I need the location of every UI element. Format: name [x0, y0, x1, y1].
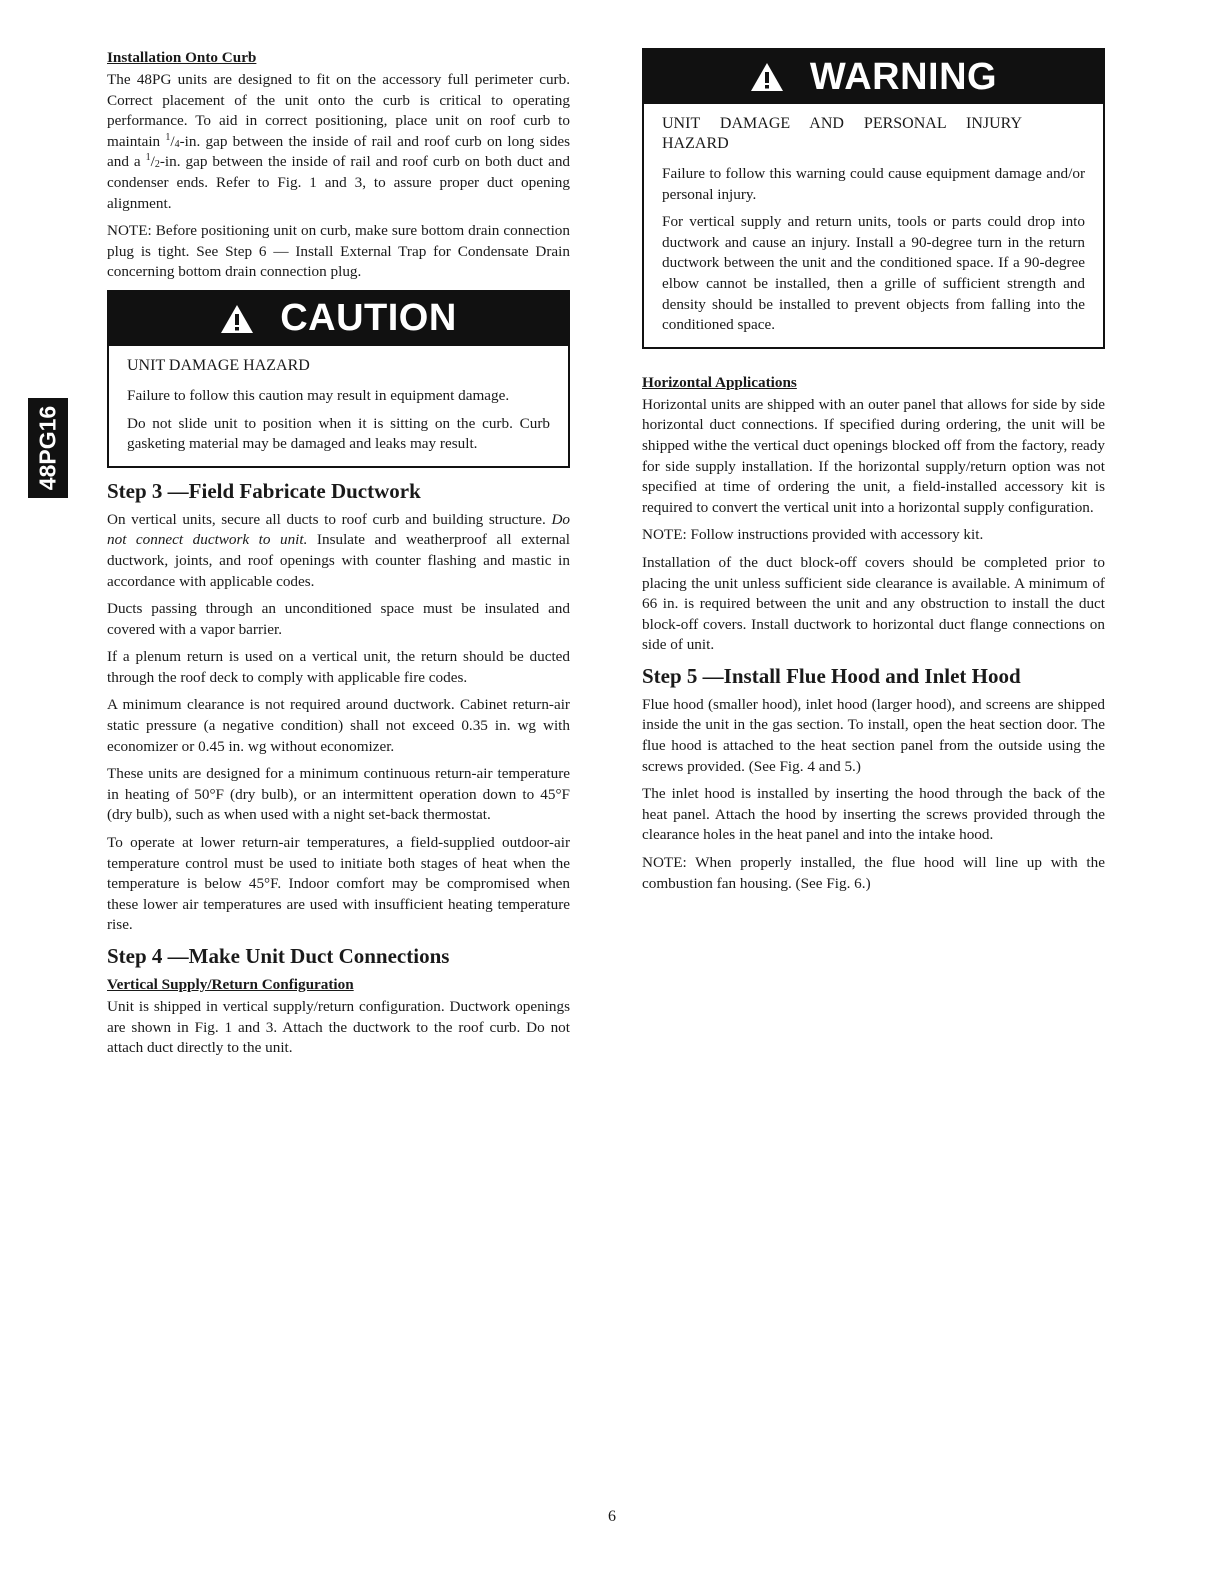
caution-text-2: Do not slide unit to position when it is sitting on the curb. Curb gasketing material may be damaged and leaks may result.: [127, 414, 550, 453]
side-tab: [28, 398, 68, 498]
vertical-config-paragraph: Unit is shipped in vertical supply/return configuration. Ductwork openings are shown in Fig. 1 and 3. Attach the ductwork to the roof curb. Do not attach duct directly to the unit.: [107, 998, 570, 1057]
step3-paragraph-4: A minimum clearance is not required around ductwork. Cabinet return-air static pressure (a negative condition) shall not exceed 0.35 in. wg with economizer or 0.45 in. wg without economizer.: [107, 696, 570, 755]
warning-triangle-icon: [750, 62, 784, 92]
note-paragraph-2: NOTE: Follow instructions provided with accessory kit.: [642, 526, 984, 544]
side-tab-label: 48PG16: [34, 405, 61, 491]
caution-text-1: Failure to follow this caution may result in equipment damage.: [127, 386, 510, 404]
step5-paragraph-1: Flue hood (smaller hood), inlet hood (larger hood), and screens are shipped inside the unit in the gas section. To install, open the heat section door. The flue hood is attached to the heat section panel from the outside using the screws provided. (See Fig. 4 and 5.): [642, 695, 1105, 775]
warning-triangle-icon: [220, 304, 254, 334]
step3-paragraph-2: Ducts passing through an unconditioned space must be insulated and covered with a vapor barrier.: [107, 600, 570, 638]
step3-paragraph-3: If a plenum return is used on a vertical unit, the return should be ducted through the roof deck to comply with applicable fire codes.: [107, 648, 570, 686]
install-curb-heading: Installation Onto Curb: [107, 49, 257, 66]
horizontal-paragraph-1: Horizontal units are shipped with an outer panel that allows for side by side horizontal duct connections. If specified during ordering, the unit will be shipped withe the vertical duct openings blocked off from the factory, ready for side supply installation. If the horizontal supply/return option was not specified at time of ordering the unit, a field-installed accessory kit is required to convert the vertical unit into a horizontal supply configuration.: [642, 395, 1105, 516]
page-number: 6: [608, 1508, 616, 1525]
step3-paragraph-6: To operate at lower return-air temperatures, a field-supplied outdoor-air temperature control must be used to initiate both stages of heat when the temperature is below 45°F. Indoor comfort may be compromised when these lower air temperatures are used with insufficient heating temperature rise.: [107, 834, 570, 934]
horizontal-paragraph-2: Installation of the duct block-off covers should be completed prior to placing the unit unless sufficient side clearance is available. A minimum of 66 in. is required between the unit and any obstruction to install the duct block-off covers. Install ductwork to horizontal duct flange connections on side of unit.: [642, 553, 1105, 654]
install-curb-paragraph: The 48PG units are designed to fit on the accessory full perimeter curb. Correct placement of the unit onto the curb is critical to operating performance. To aid in correct positioning, place unit on roof curb to maintain $^1/_4-in$. gap between the inside of rail and roof curb on long sides and a $^1/_2-in$. gap between the inside of rail and roof curb on both duct and condenser ends. Refer to Fig. 1 and 3, to assure proper duct opening alignment.: [107, 71, 571, 212]
warning-text-2: For vertical supply and return units, tools or parts could drop into ductwork and cause an injury. Install a 90-degree turn in the return ductwork between the unit and the conditioned space. If a 90-degree elbow cannot be installed, then a grille of sufficient strength and density should be installed to prevent objects from falling into the conditioned space.: [662, 213, 1085, 334]
warning-label: WARNING: [809, 55, 998, 98]
note-paragraph: NOTE: Before positioning unit on curb, make sure bottom drain connection plug is tight. See Step 6 — Install External Trap for Condensate Drain concerning bottom drain connection plug.: [107, 222, 570, 281]
warning-text-1: Failure to follow this warning could cause equipment damage and/or personal injury.: [662, 165, 1085, 203]
caution-box: [107, 290, 570, 468]
warning-box: [642, 48, 1105, 349]
step3-paragraph-1: On vertical units, secure all ducts to roof curb and building structure. Do not connect ductwork to unit. Insulate and weatherproof all external ductwork, joints, and roof openings with counter flashing and mastic in accordance with applicable codes.: [107, 510, 570, 590]
left-column: [107, 48, 570, 1066]
vertical-config-heading: Vertical Supply/Return Configuration: [107, 976, 354, 993]
caution-header: [109, 292, 568, 346]
note-paragraph-3: NOTE: When properly installed, the flue hood will line up with the combustion fan housing. (See Fig. 6.): [642, 854, 1105, 892]
step3-paragraph-5: These units are designed for a minimum continuous return-air temperature in heating of 50°F (dry bulb), or an intermittent operation down to 45°F (dry bulb), such as when used with a night set-back thermostat.: [107, 765, 570, 824]
step4-heading: Step 4 —Make Unit Duct Connections: [107, 944, 450, 968]
step5-heading: Step 5 —Install Flue Hood and Inlet Hood: [642, 663, 1021, 688]
horizontal-heading: Horizontal Applications: [642, 373, 797, 391]
caution-title: UNIT DAMAGE HAZARD: [127, 356, 310, 374]
right-column: [642, 48, 1105, 901]
step5-paragraph-2: The inlet hood is installed by inserting the hood through the back of the heat panel. Attach the hood by inserting the screws provided through the clearance holes in the heat panel and into the intake hood.: [642, 785, 1105, 844]
step3-heading: Step 3 —Field Fabricate Ductwork: [107, 478, 421, 503]
caution-label: CAUTION: [280, 297, 457, 340]
warning-header: [644, 50, 1103, 104]
warning-title: UNIT DAMAGE AND PERSONAL INJURY HAZARD: [662, 115, 1022, 152]
